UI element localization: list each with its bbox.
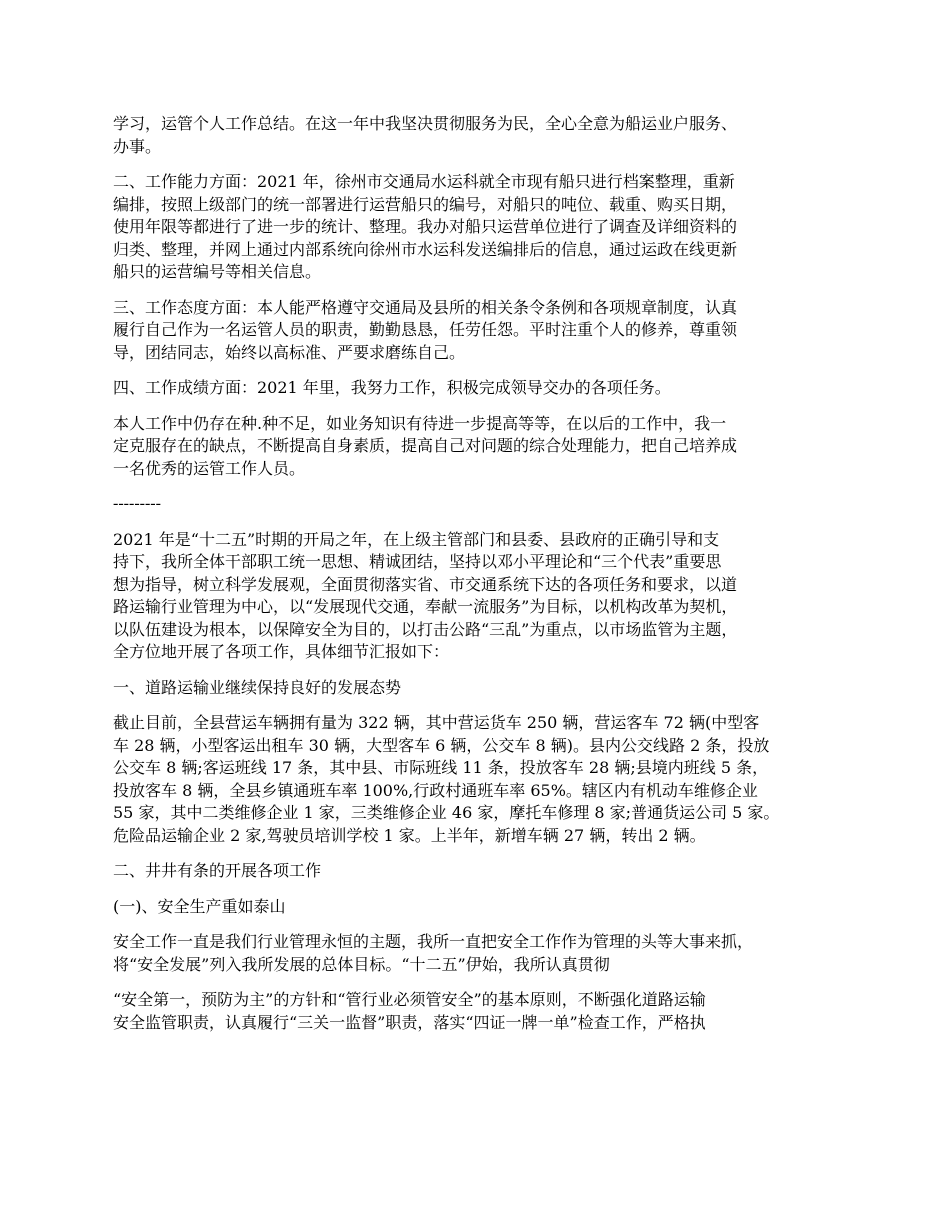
text-line: 想为指导，树立科学发展观，全面贯彻落实省、市交通系统下达的各项任务和要求，以道	[113, 574, 738, 594]
text-line: 四、工作成绩方面：2021 年里，我努力工作，积极完成领导交办的各项任务。	[113, 378, 671, 397]
section-heading-1	[113, 677, 843, 700]
section-heading-2	[113, 860, 843, 883]
text-line: 本人工作中仍存在种.种不足，如业务知识有待进一步提高等等，在以后的工作中，我一	[113, 413, 727, 433]
text-line: 将“安全发展”列入我所发展的总体目标。“十二五”伊始，我所认真贯彻	[113, 954, 610, 974]
text-line: 二、井井有条的开展各项工作	[113, 861, 322, 880]
text-line: 危险品运输企业 2 家,驾驶员培训学校 1 家。上半年，新增车辆 27 辆，转出 2 辆。	[113, 825, 706, 845]
paragraph-5	[113, 413, 843, 481]
text-line: 投放客车 8 辆，全县乡镇通班车率 100%,行政村通班车率 65%。辖区内有机动车维修企业	[113, 780, 758, 800]
text-line: 编排，按照上级部门的统一部署进行运营船只的编号，对船只的吨位、载重、购买日期，	[113, 194, 738, 214]
paragraph-6	[113, 529, 843, 664]
text-line: 学习，运管个人工作总结。在这一年中我坚决贯彻服务为民，全心全意为船运业户服务、	[113, 114, 738, 133]
text-line: 船只的运营编号等相关信息。	[113, 262, 322, 281]
text-line: 安全工作一直是我们行业管理永恒的主题，我所一直把安全工作作为管理的头等大事来抓，	[113, 932, 754, 951]
paragraph-12	[113, 989, 843, 1034]
text-line: 二、工作能力方面：2021 年，徐州市交通局水运科就全市现有船只进行档案整理，重新	[113, 172, 735, 191]
document-page	[113, 113, 843, 1047]
paragraph-8	[113, 712, 843, 847]
text-line: 路运输行业管理为中心，以“发展现代交通，奉献一流服务”为目标，以机构改革为契机，	[113, 597, 738, 616]
section-separator: ---------	[113, 495, 161, 512]
paragraph-11	[113, 931, 843, 976]
subsection-heading	[113, 896, 843, 919]
paragraph-1	[113, 113, 843, 158]
text-line: 公交车 8 辆;客运班线 17 条，其中县、市际班线 11 条，投放客车 28 辆;县境内班线 5 条，	[113, 758, 769, 777]
paragraph-3	[113, 297, 843, 365]
text-line: 持下，我所全体干部职工统一思想、精诚团结，坚持以邓小平理论和“三个代表”重要思	[113, 552, 722, 571]
text-line: 导，团结同志，始终以高标准、严要求磨练自己。	[113, 342, 466, 362]
text-line: 截止目前，全县营运车辆拥有量为 322 辆，其中营运货车 250 辆，营运客车 72 辆(中型客	[113, 713, 760, 732]
text-line: 55 家，其中二类维修企业 1 家，三类维修企业 46 家，摩托车修理 8 家;普通货运公司 5 家。	[113, 803, 780, 822]
text-line: 2021 年是“十二五”时期的开局之年，在上级主管部门和县委、县政府的正确引导和支	[113, 529, 720, 549]
text-line: 车 28 辆，小型客运出租车 30 辆，大型客车 6 辆，公交车 8 辆)。县内公交线路 2 条，投放	[113, 735, 770, 755]
paragraph-2	[113, 171, 843, 284]
paragraph-4	[113, 377, 843, 400]
text-line: “安全第一，预防为主”的方针和“管行业必须管安全”的基本原则，不断强化道路运输	[113, 990, 706, 1009]
text-line: 使用年限等都进行了进一步的统计、整理。我办对船只运营单位进行了调查及详细资料的	[113, 217, 738, 236]
text-line: 三、工作态度方面：本人能严格遵守交通局及县所的相关条令条例和各项规章制度，认真	[113, 297, 738, 317]
text-line: 安全监管职责，认真履行“三关一监督”职责，落实“四证一牌一单”检查工作，严格执	[113, 1012, 706, 1032]
text-line: 定克服存在的缺点，不断提高自身素质，提高自己对问题的综合处理能力，把自己培养成	[113, 436, 738, 455]
text-line: 履行自己作为一名运管人员的职责，勤勤恳恳，任劳任怨。平时注重个人的修养，尊重领	[113, 320, 738, 339]
text-line: 以队伍建设为根本，以保障安全为目的，以打击公路“三乱”为重点，以市场监管为主题，	[113, 619, 738, 639]
text-line: 一名优秀的运管工作人员。	[113, 458, 306, 478]
text-line: 办事。	[113, 136, 162, 156]
text-line: 全方位地开展了各项工作，具体细节汇报如下：	[113, 642, 450, 661]
text-line: 一、道路运输业继续保持良好的发展态势	[113, 677, 402, 697]
text-line: (一)、安全生产重如泰山	[113, 896, 286, 916]
text-line: 归类、整理，并网上通过内部系统向徐州市水运科发送编排后的信息，通过运政在线更新	[113, 239, 738, 259]
